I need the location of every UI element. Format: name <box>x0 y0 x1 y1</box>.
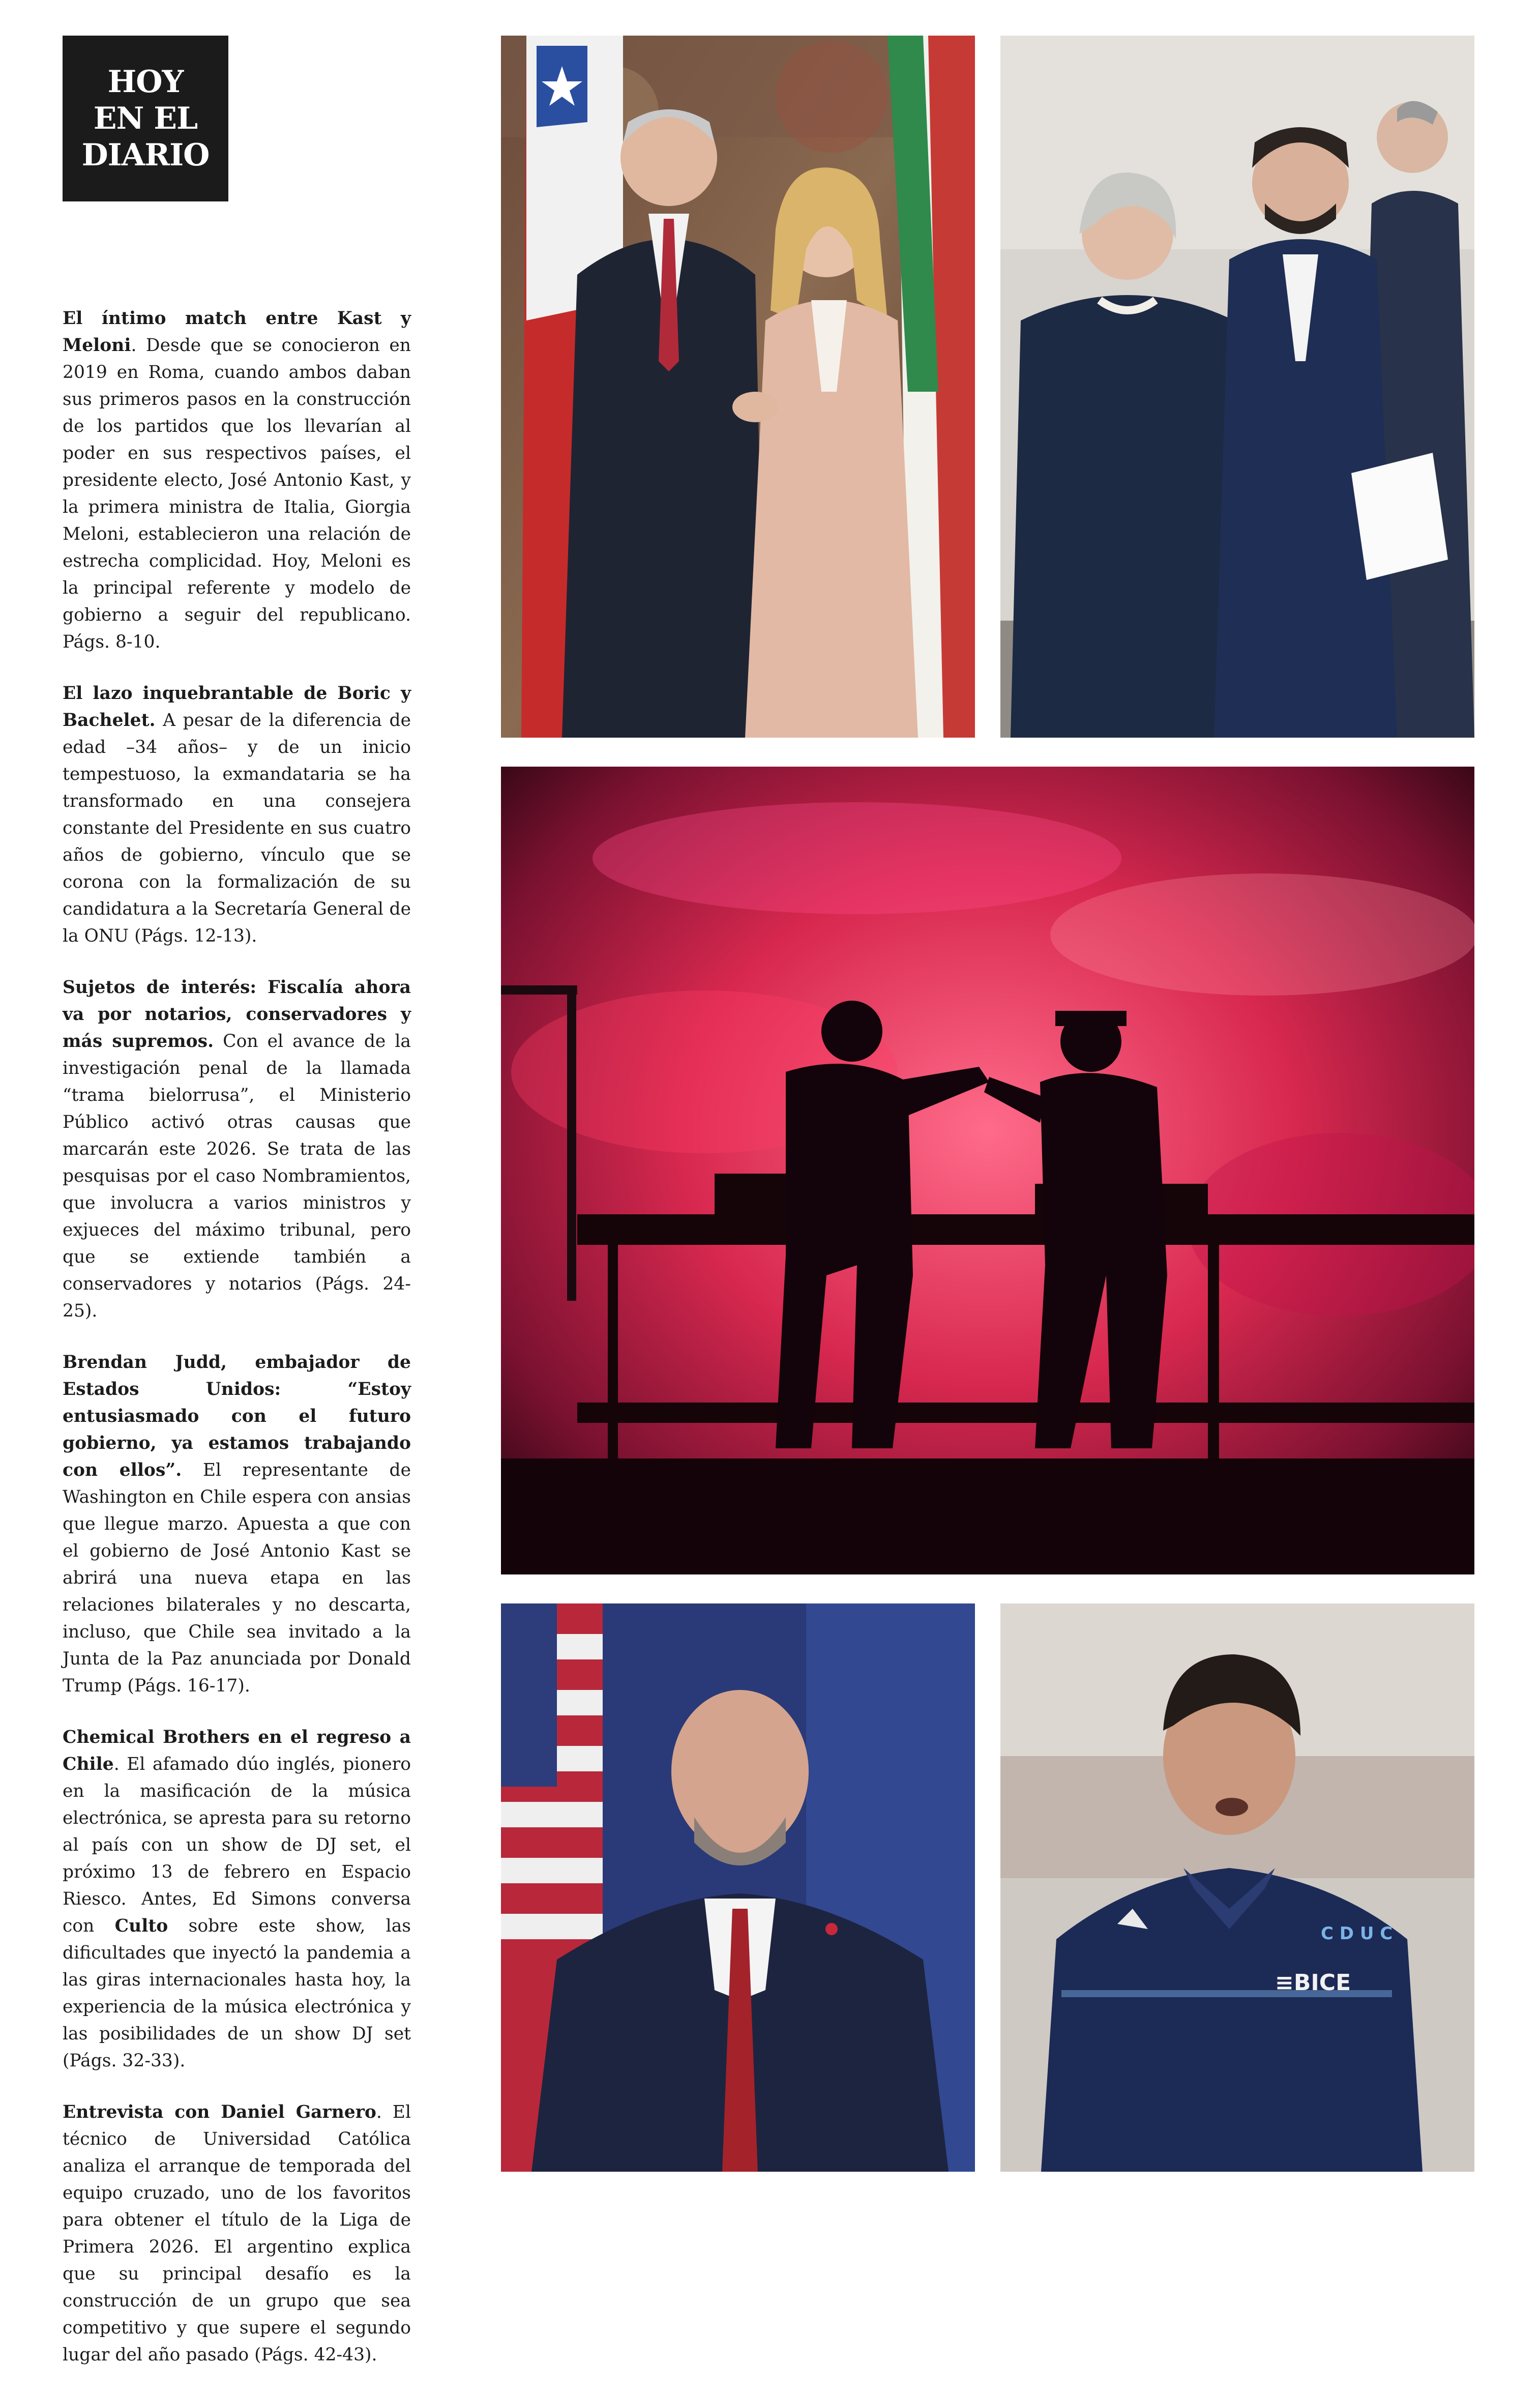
shirt-crest: C D U C <box>1321 1923 1393 1944</box>
story-pages: (Págs. 16-17). <box>122 1676 250 1696</box>
masthead-line-1: HOY <box>107 64 184 100</box>
story-pages: (Págs. 12-13). <box>129 926 257 946</box>
story-body-highlight: Culto <box>114 1916 168 1936</box>
story-headline: Chemical Brothers en el regreso a Chile <box>63 1727 411 1774</box>
story-fiscalia[interactable] <box>63 974 411 1325</box>
story-pages: Págs. 8-10. <box>63 632 161 652</box>
story-headline: Brendan Judd, embajador de Estados Unidos: “Estoy entusiasmado con el futuro gobierno, ya estamos trabajando con ellos”. <box>63 1352 411 1480</box>
photo-daniel-garnero[interactable] <box>1000 1603 1474 2172</box>
story-body: Con el avance de la investigación penal de la llamada “trama bielorrusa”, el Ministerio Público activó otras causas que marcarán este 2026. Se trata de las pesquisas por el caso Nombramientos, que involucra a varios ministros y exjueces del máximo tribunal, pero que se extiende también a conservadores y notarios <box>63 1031 411 1294</box>
story-boric-bachelet[interactable] <box>63 680 411 950</box>
shirt-sponsor: ≡BICE <box>1275 1970 1351 1996</box>
story-body: . Desde que se conocieron en 2019 en Roma, cuando ambos daban sus primeros pasos en la construcción de los partidos que los llevarían al poder en sus respectivos países, el presidente electo, José Antonio Kast, y la primera ministra de Italia, Giorgia Meloni, establecieron una relación de estrecha complicidad. Hoy, Meloni es la principal referente y modelo de gobierno a seguir del republicano. <box>63 335 411 625</box>
story-headline: Sujetos de interés: Fiscalía ahora va por notarios, conservadores y más supremos. <box>63 977 411 1052</box>
story-pages: (Págs. 24-25). <box>63 1274 411 1321</box>
story-headline: Entrevista con Daniel Garnero <box>63 2102 376 2122</box>
story-headline: El íntimo match entre Kast y Meloni <box>63 308 411 356</box>
masthead-line-2: EN EL <box>93 101 198 136</box>
story-daniel-garnero[interactable] <box>63 2099 411 2369</box>
story-pages: (Págs. 32-33). <box>63 2051 186 2071</box>
section-masthead <box>63 36 228 201</box>
story-body: . El técnico de Universidad Católica analiza el arranque de temporada del equipo cruzado, uno de los favoritos para obtener el título de la Liga de Primera 2026. El argentino explica que su principal desafío es la construcción de un grupo que sea competitivo y que supere el segundo lugar del año pasado <box>63 2102 411 2365</box>
photo-brendan-judd[interactable] <box>501 1603 975 2172</box>
story-body: El representante de Washington en Chile espera con ansias que llegue marzo. Apuesta a que con el gobierno de José Antonio Kast se abrirá una nueva etapa en las relaciones bilaterales y no descarta, incluso, que Chile sea invitado a la Junta de la Paz anunciada por Donald Trump <box>63 1460 411 1696</box>
story-body: A pesar de la diferencia de edad –34 años– y de un inicio tempestuoso, la exmandataria se ha transformado en una consejera constante del Presidente en sus cuatro años de gobierno, vínculo que se corona con la formalización de su candidatura a la Secretaría General de la ONU <box>63 710 411 946</box>
masthead-title <box>82 64 210 173</box>
story-headline: El lazo inquebrantable de Boric y Bachelet. <box>63 683 411 731</box>
photo-kast-meloni[interactable] <box>501 36 975 738</box>
story-list <box>63 305 411 2393</box>
story-chemical-brothers[interactable] <box>63 1724 411 2075</box>
story-kast-meloni[interactable] <box>63 305 411 656</box>
story-brendan-judd[interactable] <box>63 1349 411 1700</box>
photo-boric-bachelet[interactable] <box>1000 36 1474 738</box>
story-pages: (Págs. 42-43). <box>249 2345 377 2365</box>
story-body: . El afamado dúo inglés, pionero en la masificación de la música electrónica, se apresta para su retorno al país con un show de DJ set, el próximo 13 de febrero en Espacio Riesco. Antes, Ed Simons conversa con <box>63 1754 411 1936</box>
masthead-line-3: DIARIO <box>81 137 210 173</box>
story-body-continued: sobre este show, las dificultades que inyectó la pandemia a las giras internacionales hasta hoy, la experiencia de la música electrónica y las posibilidades de un show DJ set <box>63 1916 411 2044</box>
photo-chemical-brothers[interactable] <box>501 767 1474 1574</box>
